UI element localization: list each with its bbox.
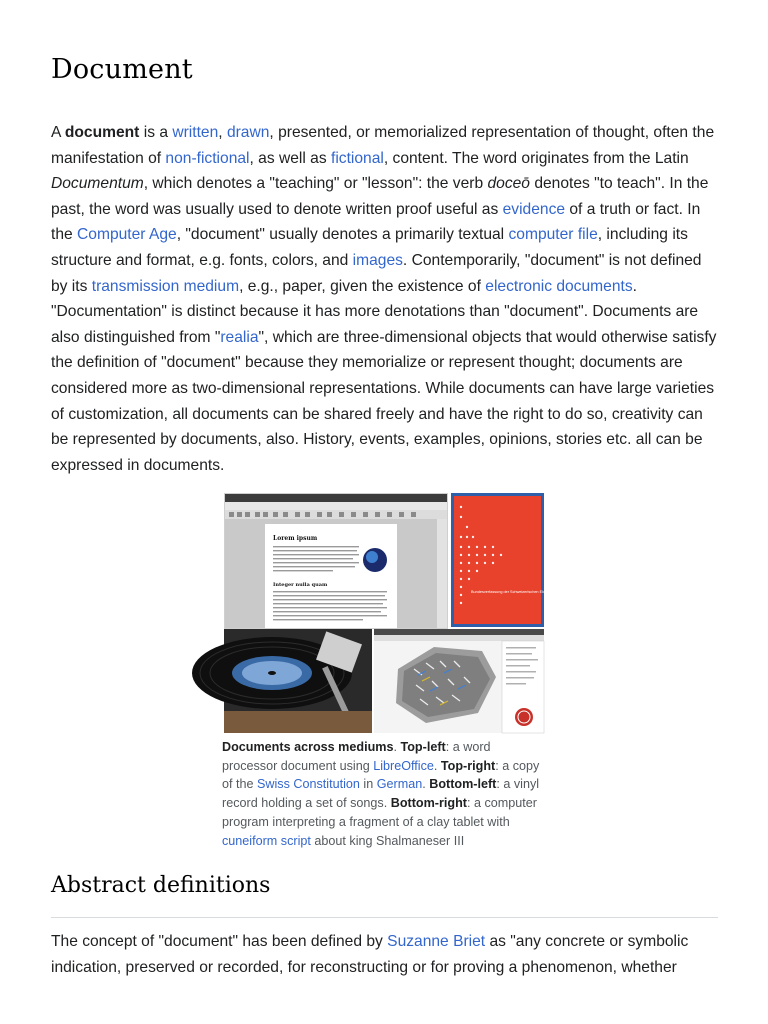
swiss-constitution-image[interactable] xyxy=(451,493,572,627)
text: is a xyxy=(139,124,173,141)
link-fictional[interactable]: fictional xyxy=(330,149,384,167)
text: : a vinyl record holding a set of songs. xyxy=(222,777,540,811)
text: . xyxy=(433,758,441,773)
link-computer-file[interactable]: computer file xyxy=(508,226,598,244)
text: , content. The word originates from the Latin xyxy=(383,149,689,167)
section-heading-abstract-definitions: Abstract definitions xyxy=(51,873,271,898)
text: , xyxy=(218,124,227,141)
link-computer-age[interactable]: Computer Age xyxy=(77,226,177,244)
link-non-fictional[interactable]: non-fictional xyxy=(165,149,250,167)
text: about king Shalmaneser III xyxy=(310,833,465,848)
link-suzanne-briet[interactable]: Suzanne Briet xyxy=(387,933,486,950)
word-processor-image[interactable] xyxy=(224,493,448,629)
text: , as well as xyxy=(249,149,331,167)
link-libreoffice[interactable]: LibreOffice xyxy=(373,758,434,773)
text: of a truth or fact. In the xyxy=(51,200,701,244)
link-drawn[interactable]: drawn xyxy=(226,124,270,141)
doc-heading: Lorem ipsum xyxy=(273,535,318,542)
text: in xyxy=(359,777,377,792)
figure-caption xyxy=(222,738,544,850)
bold-term: document xyxy=(64,124,140,141)
vinyl-record-image[interactable] xyxy=(224,629,372,733)
doc-subheading: Integer nulla quam xyxy=(273,582,328,588)
text: . "Documentation" is distinct because it has more denotations than "document". Documents are also distinguished from " xyxy=(51,277,699,346)
link-written[interactable]: written xyxy=(172,124,219,141)
intro-paragraph xyxy=(51,120,719,478)
link-realia[interactable]: realia xyxy=(220,328,259,346)
link-transmission-medium[interactable]: transmission medium xyxy=(91,277,240,295)
caption-bold: Top-right xyxy=(440,758,496,773)
cover-text: Bundesverfassung der Schweizerischen Eidgenossenschaft xyxy=(471,590,572,594)
text: : a copy of the xyxy=(222,758,540,792)
figure-image-grid xyxy=(222,493,572,733)
text: , "document" usually denotes a primarily textual xyxy=(176,226,509,244)
italic-term: doceō xyxy=(487,175,530,193)
text: as "any concrete or symbolic indication, preserved or recorded, for reconstructing or for proving a phenomenon, whether xyxy=(51,933,689,976)
text: , e.g., paper, given the existence of xyxy=(239,277,486,295)
text: ", which are three-dimensional objects that would otherwise satisfy the definition of "document" because they memorialize or represent thought; documents are considered more as two-dimensional representations. While documents can have large varieties of customization, all documents can be shared freely and have the right to do so, creativity can be represented by documents, also. History, events, examples, opinions, stories etc. all can be expressed in documents. xyxy=(51,328,717,474)
link-electronic-documents[interactable]: electronic documents xyxy=(485,277,633,295)
text: denotes "to teach". In the past, the word was usually used to denote written proof useful as xyxy=(51,175,709,218)
text: A xyxy=(51,124,65,141)
text: . xyxy=(393,740,401,754)
link-images[interactable]: images xyxy=(352,251,403,269)
text: , which denotes a "teaching" or "lesson": the verb xyxy=(143,175,488,193)
cuneiform-tablet-image[interactable] xyxy=(374,629,544,733)
text: : a word processor document using xyxy=(222,740,491,773)
text: . Contemporarily, "document" is not defined by its xyxy=(51,251,702,295)
page-title: Document xyxy=(51,54,193,85)
figure-documents-across-mediums[interactable] xyxy=(222,493,572,733)
text: , presented, or memorialized representation of thought, often the manifestation of xyxy=(51,124,715,167)
link-swiss-constitution[interactable]: Swiss Constitution xyxy=(257,777,360,792)
link-evidence[interactable]: evidence xyxy=(502,200,566,218)
caption-bold: Bottom-right xyxy=(390,796,467,811)
caption-bold: Bottom-left xyxy=(429,777,497,792)
text: : a computer program interpreting a fragment of a clay tablet with xyxy=(222,796,537,829)
abstract-definitions-paragraph xyxy=(51,929,719,980)
text: , including its structure and format, e.g. fonts, colors, and xyxy=(51,226,688,269)
text: . xyxy=(422,777,430,792)
section-divider xyxy=(51,917,718,918)
italic-term: Documentum xyxy=(51,175,144,193)
caption-bold: Top-left xyxy=(400,740,446,754)
link-cuneiform-script[interactable]: cuneiform script xyxy=(222,833,311,848)
link-german[interactable]: German xyxy=(376,777,423,792)
caption-bold: Documents across mediums xyxy=(222,740,394,754)
text: The concept of "document" has been defined by xyxy=(51,933,388,950)
